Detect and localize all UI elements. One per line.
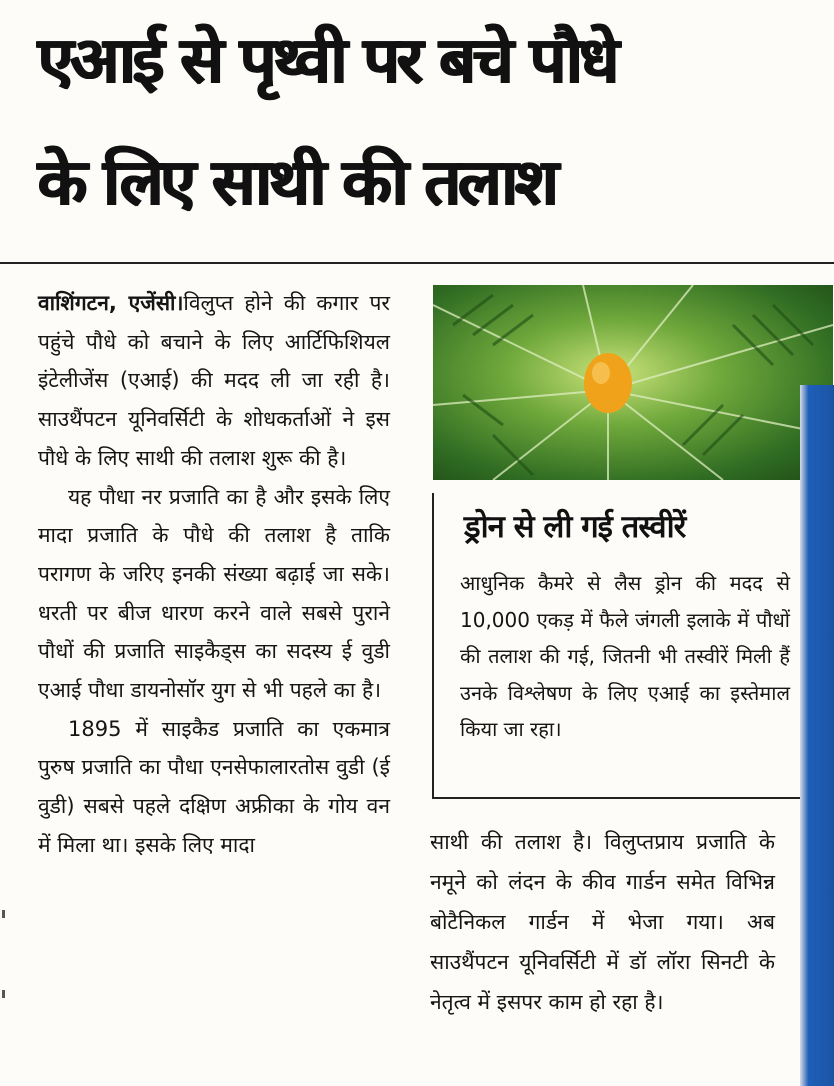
continuation-column: साथी की तलाश है। विलुप्तप्राय प्रजाति के नमूने को लंदन के कीव गार्डन समेत विभिन्न बोटैनिकल गार्डन में भेजा गया। अब साउथैंपटन यूनिवर्सिटी में डॉ लॉरा सिनटी के नेतृत्व में इसपर काम हो रहा है। (430, 830, 775, 1014)
dateline: वाशिंगटन, एजेंसी। (38, 291, 184, 315)
headline-line-2: के लिए साथी की तलाश (38, 146, 556, 220)
sidebar-text: आधुनिक कैमरे से लैस ड्रोन की मदद से 10,000 एकड़ में फैले जंगली इलाके में पौधों की तलाश की गई, जितनी भी तस्वीरें मिली हैं उनके विश्लेषण के लिए एआई का इस्तेमाल किया जा रहा। (460, 571, 790, 741)
sidebar-left-border (432, 493, 434, 798)
cycad-cone (584, 353, 632, 413)
cycad-leaves-graphic (433, 285, 833, 480)
headline-line-1: एआई से पृथ्वी पर बचे पौधे (38, 24, 617, 98)
main-article-column (38, 284, 390, 865)
cycad-photo (433, 285, 833, 480)
paragraph-2: यह पौधा नर प्रजाति का है और इसके लिए मादा प्रजाति के पौधे की तलाश है ताकि परागण के जरिए इनकी संख्या बढ़ाई जा सके। धरती पर बीज धारण करने वाले सबसे पुराने पौधों की प्रजाति साइकैड्स का सदस्य ई वुडी एआई पौधा डायनोसॉर युग से भी पहले का है। (38, 484, 390, 703)
adjacent-blue-block (800, 385, 834, 1086)
sidebar-bottom-border (432, 797, 800, 799)
left-edge-marks (0, 900, 8, 1080)
paragraph-1-text: विलुप्त होने की कगार पर पहुंचे पौधे को बचाने के लिए आर्टिफिशियल इंटेलीजेंस (एआई) की मदद ली जा रही है। साउथैंपटन यूनिवर्सिटी के शोधकर्ताओं ने इस पौधे के लिए साथी की तलाश शुरू की है। (38, 291, 390, 470)
paragraph-1 (38, 284, 390, 478)
headline-divider (0, 262, 834, 264)
sidebar-subhead: ड्रोन से ली गई तस्वीरें (464, 509, 686, 545)
paragraph-3: 1895 में साइकैड प्रजाति का एकमात्र पुरुष प्रजाति का पौधा एनसेफालारतोस वुडी (ई वुडी) सबसे पहले दक्षिण अफ्रीका के गोय वन में मिला था। इसके लिए मादा (38, 716, 390, 857)
